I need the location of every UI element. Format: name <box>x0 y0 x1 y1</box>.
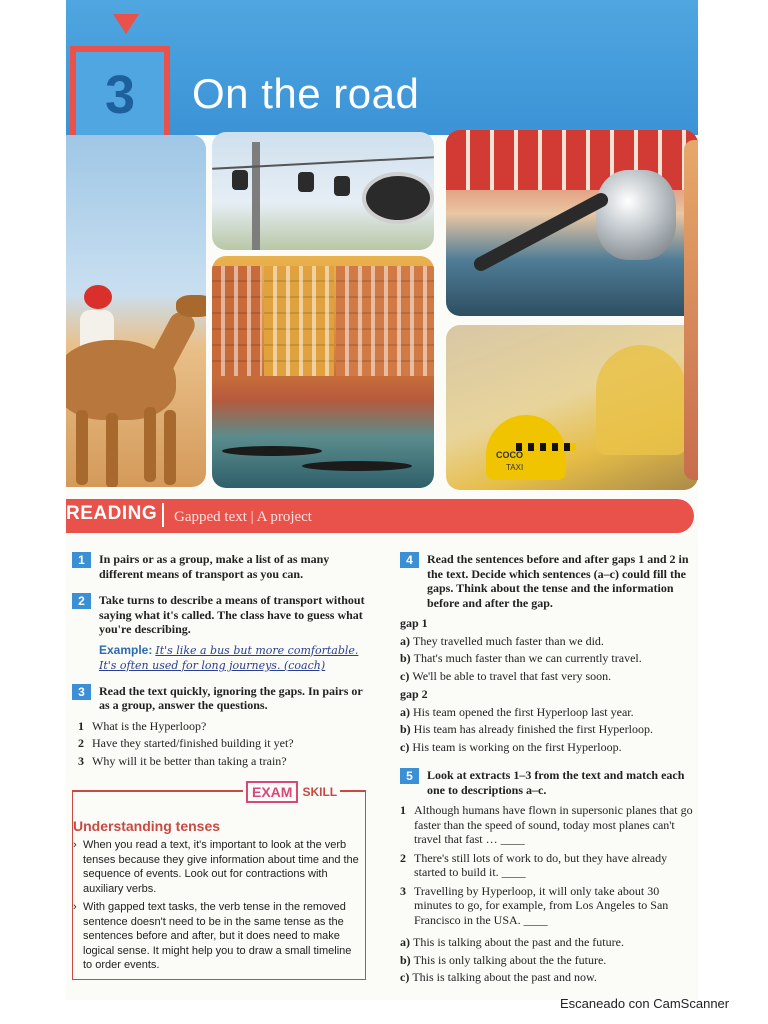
unit-header <box>66 0 698 135</box>
scanner-watermark: Escaneado con CamScanner <box>560 996 730 1011</box>
bullet-icon: › <box>73 839 77 851</box>
reading-title: READING <box>66 503 158 524</box>
example-handwriting: It's like a bus but more comfortable. It's often used for long journeys. (coach) <box>99 643 359 672</box>
gondola-cabin <box>232 170 248 190</box>
question-number: 2 <box>72 593 91 609</box>
option: a) His team opened the first Hyperloop last year. <box>400 704 634 719</box>
camel-leg <box>164 410 176 485</box>
scooter-headlamp <box>596 170 676 260</box>
question-text: Read the text quickly, ignoring the gaps. In pairs or as a group, answer the questions. <box>99 683 363 712</box>
extract-item: 2 There's still lots of work to do, but they have already started to build it. ____ <box>400 850 668 879</box>
building <box>212 266 262 376</box>
question-number: 5 <box>400 768 419 784</box>
gondola-boat <box>222 446 322 456</box>
unit-number-box <box>70 46 170 144</box>
option: c) We'll be able to travel that fast very soon. <box>400 668 612 683</box>
question-1 <box>72 552 366 581</box>
camel-head <box>176 295 206 317</box>
handlebar <box>471 191 610 274</box>
cable-car-photo <box>212 132 434 250</box>
gap-label: gap 1 <box>400 616 428 630</box>
list-item: 1 What is the Hyperloop? <box>78 718 207 733</box>
taxi-sign: COCO <box>496 450 523 460</box>
example-label: Example: <box>99 642 153 657</box>
gap-label: gap 2 <box>400 687 428 701</box>
question-5 <box>400 768 694 797</box>
question-3-list <box>72 719 366 769</box>
building <box>336 266 434 376</box>
option: b) His team has already finished the first Hyperloop. <box>400 722 653 736</box>
gondola-cabin <box>334 176 350 196</box>
left-column <box>72 552 366 776</box>
reading-subtitle: Gapped text | A project <box>174 509 312 525</box>
list-item: › When you read a text, it's important to look at the verb tenses because they give information about time and the sequence of events. Look out for contractions with auxiliary verbs. <box>73 839 359 895</box>
divider <box>162 503 164 527</box>
triangle-marker-icon <box>113 14 139 34</box>
textbook-page <box>66 0 698 1000</box>
checker-stripe <box>516 443 576 451</box>
building <box>264 266 334 376</box>
exam-label: EXAM <box>246 781 298 803</box>
exam-skill-list <box>73 838 363 977</box>
extract-item: 3 Travelling by Hyperloop, it will only take about 30 minutes to go, for example, from Los Angeles to San Francisco in the USA. ____ <box>400 883 669 927</box>
coco-taxi-photo <box>446 325 698 490</box>
camel-rider-photo <box>66 135 206 487</box>
mirror <box>362 172 434 224</box>
camel-neck <box>143 308 199 382</box>
venice-photo <box>212 256 434 488</box>
skill-label: SKILL <box>302 785 338 799</box>
option: b) That's much faster than we can currently travel. <box>400 651 642 665</box>
option: c) This is talking about the past and now. <box>400 970 597 984</box>
question-4 <box>400 552 694 610</box>
question-3 <box>72 684 366 713</box>
cable-line <box>212 156 434 170</box>
camel-leg <box>144 407 156 482</box>
bullet-icon: › <box>73 901 77 913</box>
exam-skill-tag <box>243 781 340 803</box>
question-text: Read the sentences before and after gaps 1 and 2 in the text. Decide which sentences (a–c) could fill the gaps. Think about the tense and the information before and after the gap. <box>427 552 689 610</box>
right-column <box>400 552 694 988</box>
extract-item: 1 Although humans have flown in supersonic planes that go faster than the speed of sound, today most planes can't travel that fast … ____ <box>400 803 693 846</box>
extracts-list <box>400 803 694 927</box>
unit-number: 3 <box>104 65 136 125</box>
question-text: Look at extracts 1–3 from the text and match each one to descriptions a–c. <box>427 768 685 797</box>
question-text: In pairs or as a group, make a list of as many different means of transport as you can. <box>99 552 330 581</box>
option: a) This is talking about the past and the future. <box>400 935 624 949</box>
exam-skill-title: Understanding tenses <box>73 818 221 834</box>
camel-leg <box>106 413 118 487</box>
question-2 <box>72 593 366 637</box>
taxi-label: TAXI <box>506 463 524 472</box>
gap-1-options <box>400 616 694 754</box>
option: a) They travelled much faster than we did. <box>400 633 604 648</box>
unit-title: On the road <box>192 70 420 117</box>
list-item: 3 Why will it be better than taking a train? <box>78 753 287 768</box>
question-number: 3 <box>72 684 91 700</box>
list-item: › With gapped text tasks, the verb tense in the removed sentence doesn't need to be in the same tense as the sentences before and after, but it does need to make logical sense. It might help you to draw a small timeline to order events. <box>73 901 352 971</box>
example <box>99 643 366 674</box>
turban <box>84 285 112 309</box>
gondola-boat <box>302 461 412 471</box>
question-number: 1 <box>72 552 91 568</box>
option: b) This is only talking about the the future. <box>400 952 607 967</box>
taxi-cab <box>596 345 686 455</box>
exam-skill-box <box>72 784 366 980</box>
camel-leg <box>76 410 88 485</box>
option: c) His team is working on the first Hyperloop. <box>400 739 622 754</box>
edge-photo <box>684 140 698 480</box>
reading-banner <box>66 499 694 533</box>
list-item: 2 Have they started/finished building it yet? <box>78 736 294 750</box>
descriptions-list <box>400 935 694 985</box>
cable-tower <box>252 142 260 250</box>
question-number: 4 <box>400 552 419 568</box>
scooter-photo <box>446 130 698 316</box>
question-text: Take turns to describe a means of transport without saying what it's called. The class have to guess what you're describing. <box>99 593 365 636</box>
gondola-cabin <box>298 172 314 192</box>
